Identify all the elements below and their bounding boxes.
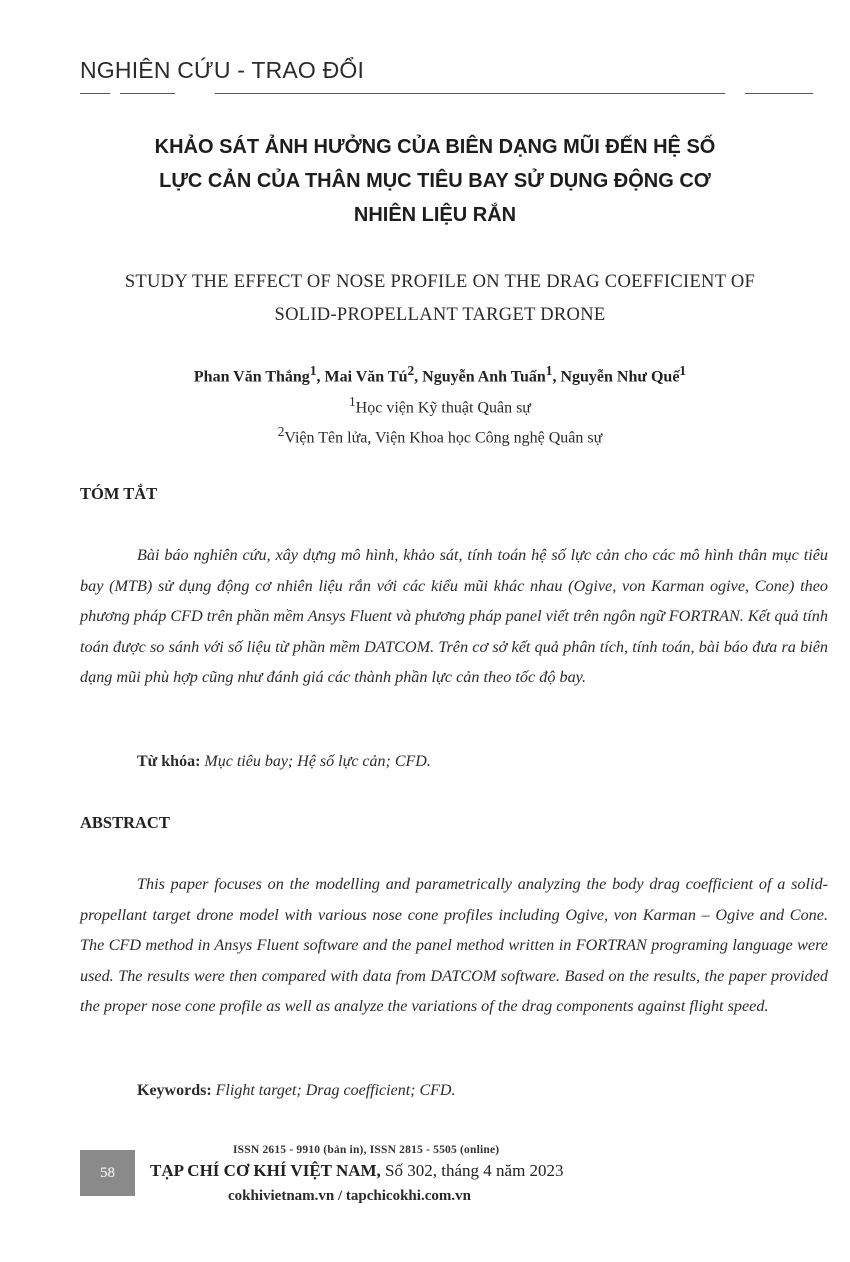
abstract-heading: ABSTRACT xyxy=(80,813,170,832)
keywords-vi xyxy=(137,753,431,771)
keywords-text: Flight target; Drag coefficient; CFD. xyxy=(215,1082,456,1099)
paper-title-vietnamese xyxy=(70,130,800,232)
paper-title-english xyxy=(60,266,820,332)
author-name: Mai Văn Tú xyxy=(324,368,408,386)
author-affiliation-mark: 1 xyxy=(679,363,687,378)
author-name: Nguyễn Anh Tuấn xyxy=(422,368,546,386)
header-rule-left xyxy=(80,93,110,94)
affiliation-text: Học viện Kỹ thuật Quân sự xyxy=(355,399,531,417)
keywords-text: Mục tiêu bay; Hệ số lực cản; CFD. xyxy=(204,753,431,770)
author-list: Phan Văn Thắng$^1$, Mai Văn $Tú^2$, Nguyễn Anh Tuấn$^1$, Nguyễn Như Quế$^1$ xyxy=(193,363,687,386)
abstract-body: This paper focuses on the modelling and parametrically analyzing the body drag coefficient of a solid-propellant target drone model with various nose cone profiles including Ogive, von Karman – Ogive and Cone. The CFD method in Ansys Fluent software and the panel method written in FORTRAN programing language were used. The results were then compared with data from DATCOM software. Based on the results, the paper provided the proper nose cone profile as well as analyze the variations of the drag components against flight speed. xyxy=(80,875,828,1015)
title-en-line: STUDY THE EFFECT OF NOSE PROFILE ON THE DRAG COEFFICIENT OF xyxy=(124,272,756,292)
author-name: Nguyễn Như Quế xyxy=(560,368,680,386)
journal-website: cokhivietnam.vn / tapchicokhi.com.vn xyxy=(228,1188,471,1204)
title-vi-line: NHIÊN LIỆU RẮN xyxy=(353,204,517,226)
summary-heading: TÓM TẮT xyxy=(80,484,158,503)
author-affiliation-mark: 1 xyxy=(309,363,317,378)
title-vi-line: KHẢO SÁT ẢNH HƯỞNG CỦA BIÊN DẠNG MŨI ĐẾN HỆ SỐ xyxy=(154,136,716,158)
header-rule-main xyxy=(215,93,725,94)
author-name: Phan Văn Thắng xyxy=(193,368,310,386)
header-rule-left-2 xyxy=(120,93,175,94)
journal-line xyxy=(150,1161,564,1181)
journal-issue: Số 302, tháng 4 năm 2023 xyxy=(380,1161,564,1180)
issn-line: ISSN 2615 - 9910 (bản in), ISSN 2815 - 5505 (online) xyxy=(233,1144,500,1156)
keywords-label: Từ khóa: xyxy=(137,753,201,770)
author-affiliation-mark: 2 xyxy=(407,363,415,378)
header-rule-right xyxy=(745,93,813,94)
section-header: NGHIÊN CỨU - TRAO ĐỔI xyxy=(80,57,365,83)
author-affiliation-mark: 1 xyxy=(545,363,553,378)
affiliation-2 xyxy=(60,424,820,447)
journal-name: TẠP CHÍ CƠ KHÍ VIỆT NAM, xyxy=(150,1161,381,1180)
summary-body: Bài báo nghiên cứu, xây dựng mô hình, khảo sát, tính toán hệ số lực cản cho các mô hình thân mục tiêu bay (MTB) sử dụng động cơ nhiên liệu rắn với các kiểu mũi khác nhau (Ogive, von Karman ogive, Cone) theo phương pháp CFD trên phần mềm Ansys Fluent và phương pháp panel viết trên ngôn ngữ FORTRAN. Kết quả tính toán được so sánh với số liệu từ phần mềm DATCOM. Trên cơ sở kết quả phân tích, tính toán, bài báo đưa ra biên dạng mũi phù hợp cũng như đánh giá các thành phần lực cản theo tốc độ bay. xyxy=(80,546,828,686)
affiliation-mark: 2 xyxy=(277,424,285,439)
affiliation-1 xyxy=(60,394,820,417)
title-en-line: SOLID-PROPELLANT TARGET DRONE xyxy=(274,305,606,325)
title-vi-line: LỰC CẢN CỦA THÂN MỤC TIÊU BAY SỬ DỤNG ĐỘNG CƠ xyxy=(159,170,711,192)
affiliation-text: Viện Tên lửa, Viện Khoa học Công nghệ Quân sự xyxy=(284,429,603,447)
page-number: 58 xyxy=(80,1150,135,1196)
affiliation-mark: 1 xyxy=(349,394,356,409)
keywords-en xyxy=(137,1082,455,1100)
keywords-label: Keywords: xyxy=(137,1082,212,1099)
